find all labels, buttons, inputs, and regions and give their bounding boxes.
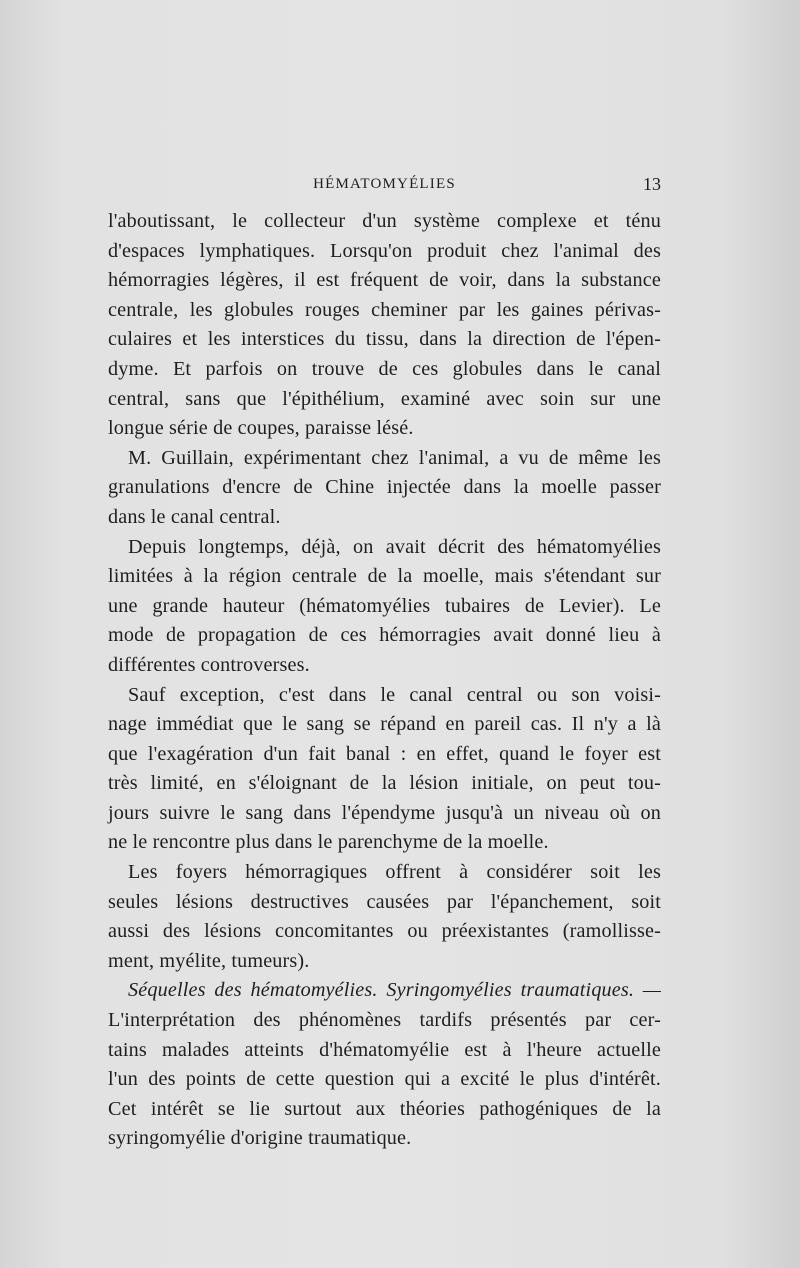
text-line: seules lésions destructives causées par l'épanchement, soit	[108, 890, 661, 913]
text-line: aussi des lésions concomitantes ou préexistantes (ramollisse-	[108, 920, 661, 943]
text-line: très limité, en s'éloignant de la lésion initiale, on peut tou-	[108, 772, 661, 795]
text-line: une grande hauteur (hématomyélies tubaires de Levier). Le	[108, 594, 661, 617]
running-head	[108, 174, 661, 198]
text-line: centrale, les globules rouges cheminer par les gaines périvas-	[108, 298, 661, 321]
text-line: dyme. Et parfois on trouve de ces globules dans le canal	[108, 357, 661, 380]
text-line: limitées à la région centrale de la moelle, mais s'étendant sur	[108, 565, 661, 588]
text-line: culaires et les interstices du tissu, dans la direction de l'épen-	[108, 328, 661, 351]
text-line: granulations d'encre de Chine injectée dans la moelle passer	[108, 476, 661, 499]
running-title: HÉMATOMYÉLIES	[313, 176, 456, 192]
text-line: L'interprétation des phénomènes tardifs présentés par cer-	[108, 1009, 661, 1032]
text-line: d'espaces lymphatiques. Lorsqu'on produit chez l'animal des	[108, 239, 661, 262]
text-line: Cet intérêt se lie surtout aux théories pathogéniques de la	[108, 1097, 661, 1120]
text-line: que l'exagération d'un fait banal : en effet, quand le foyer est	[108, 742, 661, 765]
text-line: l'un des points de cette question qui a excité le plus d'intérêt.	[108, 1068, 661, 1091]
text-line: ne le rencontre plus dans le parenchyme de la moelle.	[108, 831, 549, 854]
section-heading: Séquelles des hématomyélies. Syringomyélies traumatiques. —	[128, 979, 661, 1002]
text-line: ment, myélite, tumeurs).	[108, 949, 310, 972]
text-line: dans le canal central.	[108, 505, 281, 528]
page-number: 13	[643, 174, 661, 194]
text-line: hémorragies légères, il est fréquent de voir, dans la substance	[108, 269, 661, 292]
text-line: nage immédiat que le sang se répand en pareil cas. Il n'y a là	[108, 713, 661, 736]
text-line: syringomyélie d'origine traumatique.	[108, 1127, 412, 1150]
text-line: M. Guillain, expérimentant chez l'animal, a vu de même les	[128, 446, 661, 469]
text-line: mode de propagation de ces hémorragies avait donné lieu à	[108, 624, 661, 647]
text-line: Sauf exception, c'est dans le canal central ou son voisi-	[128, 683, 661, 706]
text-line: central, sans que l'épithélium, examiné avec soin sur une	[108, 387, 661, 410]
section-heading-line	[108, 976, 661, 1006]
text-line: Depuis longtemps, déjà, on avait décrit des hématomyélies	[128, 535, 661, 558]
text-line: Les foyers hémorragiques offrent à considérer soit les	[128, 861, 661, 884]
text-line: l'aboutissant, le collecteur d'un système complexe et ténu	[108, 210, 661, 232]
text-line: tains malades atteints d'hématomyélie est à l'heure actuelle	[108, 1038, 661, 1061]
text-line: différentes controverses.	[108, 653, 310, 676]
body-text	[108, 207, 661, 1154]
text-line: longue série de coupes, paraisse lésé.	[108, 417, 414, 440]
text-line: jours suivre le sang dans l'épendyme jusqu'à un niveau où on	[108, 801, 661, 824]
